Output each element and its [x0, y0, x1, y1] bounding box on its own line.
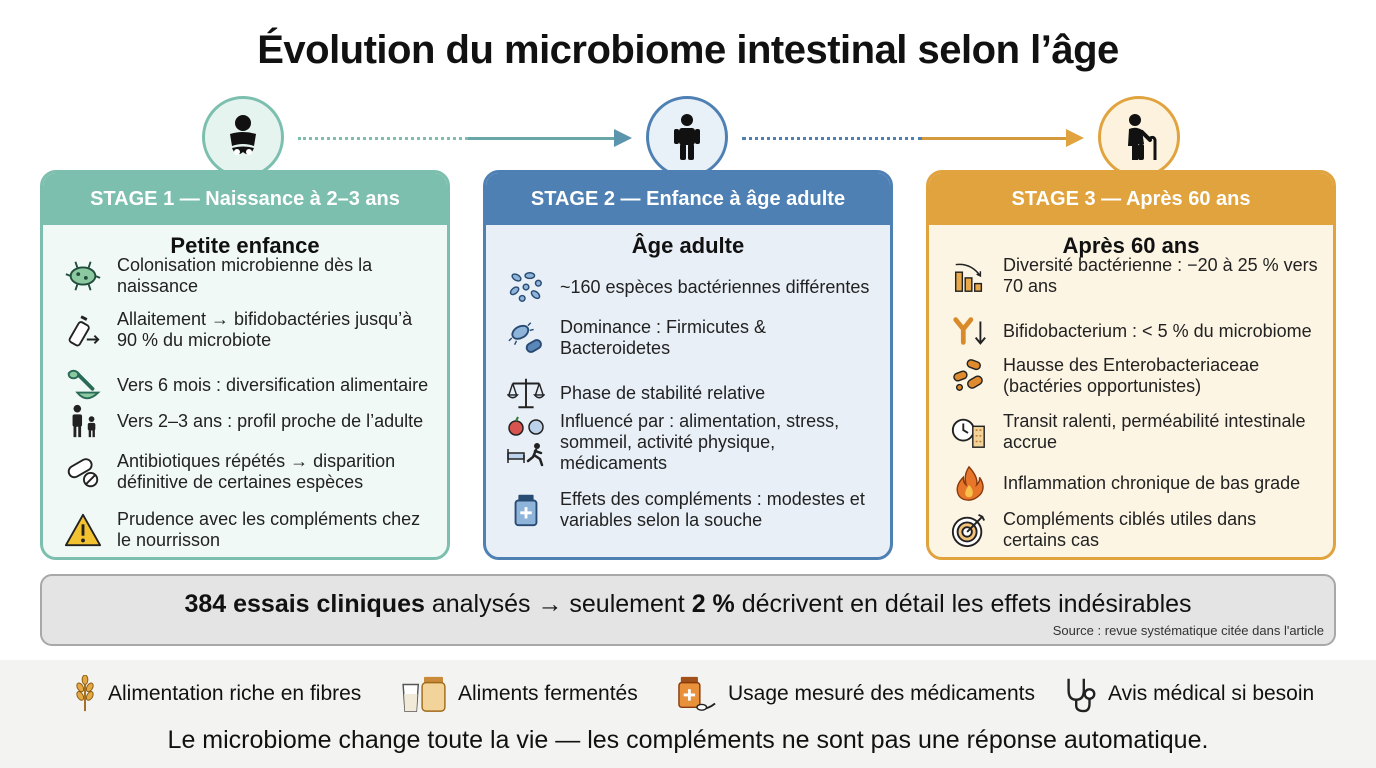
stage-1-header: STAGE 1 — Naissance à 2–3 ans [43, 173, 447, 225]
flame-icon [947, 463, 991, 503]
item-text: Bifidobacterium : < 5 % du microbiome [1003, 320, 1312, 341]
list-item [61, 309, 437, 351]
supplement-bottle-icon [504, 490, 548, 530]
connector-line-1 [468, 137, 616, 140]
key-stat-banner [40, 574, 1336, 646]
target-icon [947, 510, 991, 550]
list-item [947, 255, 1323, 297]
item-text: Vers 2–3 ans : profil proche de l’adulte [117, 410, 424, 431]
medicine-bottle-icon [676, 675, 718, 713]
elderly-icon [1098, 96, 1180, 178]
stethoscope-icon [1062, 675, 1098, 713]
tip-medical-advice [1062, 674, 1314, 714]
item-text: Compléments ciblés utiles dans certains cas [1003, 509, 1257, 550]
list-item [61, 401, 437, 441]
baby-icon [202, 96, 284, 178]
adult-icon [646, 96, 728, 178]
list-item [504, 489, 880, 531]
item-text: Diversité bactérienne : −20 à 25 % vers 70 ans [1003, 255, 1318, 296]
item-text: Antibiotiques répétés → disparition définitive de certaines espèces [117, 451, 396, 492]
list-item [61, 255, 437, 297]
list-item [504, 267, 880, 307]
arrow-1-icon [614, 129, 632, 147]
wheat-icon [72, 675, 98, 713]
parent-child-icon [61, 401, 105, 441]
item-text: Vers 6 mois : diversification alimentaire [117, 374, 429, 395]
balance-scale-icon [504, 373, 548, 413]
tip-medication [676, 674, 1035, 714]
list-item [504, 411, 880, 474]
tip-label: Usage mesuré des médicaments [728, 682, 1035, 705]
bacteria-cluster-icon [504, 267, 548, 307]
item-text: Hausse des Enterobacteriaceae (bactéries opportunistes) [1003, 355, 1260, 396]
list-item [947, 311, 1323, 351]
bacteria-icon [504, 318, 548, 358]
item-text: Colonisation microbienne dès la naissance [117, 255, 373, 296]
stage-3-card [926, 170, 1336, 560]
footer-tips [0, 660, 1376, 768]
banner-source: Source : revue systématique citée dans l'article [1052, 623, 1324, 638]
stage-2-card [483, 170, 893, 560]
enterobacteria-icon [947, 356, 991, 396]
list-item [947, 463, 1323, 503]
bifidobacterium-down-icon [947, 311, 991, 351]
item-text: Influencé par : alimentation, stress, sommeil, activité physique, médicaments [560, 411, 840, 473]
stage-2-subtitle: Âge adulte [631, 233, 745, 258]
tip-fermented [400, 674, 638, 714]
list-item [947, 411, 1323, 453]
banner-percent: 2 % [691, 590, 735, 618]
stage-3-header: STAGE 3 — Après 60 ans [929, 173, 1333, 225]
stage-3-subtitle: Après 60 ans [1062, 233, 1200, 258]
item-text: Prudence avec les compléments chez le nourrisson [117, 509, 421, 550]
connector-dotted-1 [298, 137, 468, 140]
connector-dotted-2 [742, 137, 922, 140]
banner-end: décrivent en détail les effets indésirables [734, 590, 1192, 618]
item-text: Dominance : Firmicutes & Bacteroidetes [560, 317, 767, 358]
stage-1-subtitle: Petite enfance [170, 233, 320, 258]
lifestyle-icon [504, 413, 548, 473]
list-item [947, 355, 1323, 397]
stage-1-card [40, 170, 450, 560]
tip-label: Avis médical si besoin [1108, 682, 1315, 705]
warning-icon [61, 510, 105, 550]
connector-line-2 [922, 137, 1068, 140]
list-item [61, 451, 437, 493]
banner-statement [42, 590, 1334, 619]
list-item [504, 317, 880, 359]
microbe-icon [61, 256, 105, 296]
item-text: Effets des compléments : modestes et variables selon la souche [560, 489, 865, 530]
list-item [61, 365, 437, 405]
declining-bars-icon [947, 256, 991, 296]
list-item [61, 509, 437, 551]
item-text: Phase de stabilité relative [560, 382, 766, 403]
tip-label: Aliments fermentés [458, 682, 638, 705]
arrow-2-icon [1066, 129, 1084, 147]
fermented-jar-icon [400, 675, 448, 713]
list-item [504, 373, 880, 413]
page-title: Évolution du microbiome intestinal selon l’âge [257, 28, 1119, 72]
banner-middle: analysés → seulement [424, 590, 692, 618]
tip-label: Alimentation riche en fibres [108, 682, 362, 705]
tip-fibres [72, 674, 361, 714]
slow-clock-icon [947, 412, 991, 452]
item-text: Allaitement → bifidobactéries jusqu’à 90 % du microbiote [117, 309, 413, 350]
conclusion-text: Le microbiome change toute la vie — les compléments ne sont pas une réponse automatique. [167, 726, 1209, 754]
pill-no-icon [61, 452, 105, 492]
item-text: Transit ralenti, perméabilité intestinale accrue [1003, 411, 1306, 452]
banner-count: 384 essais cliniques [184, 590, 425, 618]
item-text: Inflammation chronique de bas grade [1003, 472, 1301, 493]
stage-2-header: STAGE 2 — Enfance à âge adulte [486, 173, 890, 225]
item-text: ~160 espèces bactériennes différentes [560, 276, 870, 297]
baby-bottle-icon [61, 310, 105, 350]
spoon-bowl-icon [61, 365, 105, 405]
list-item [947, 509, 1323, 551]
